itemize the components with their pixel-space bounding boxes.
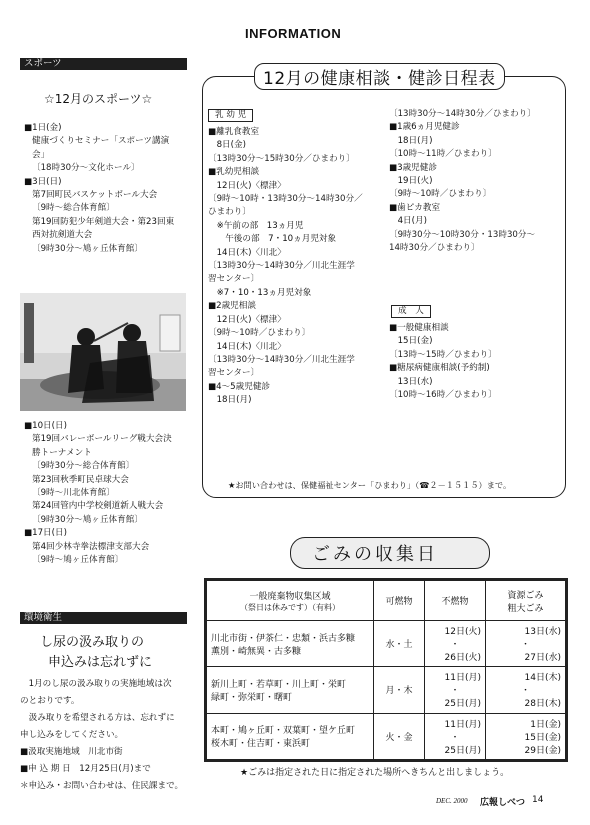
date: 11日(月): [444, 673, 481, 684]
env-body: [20, 676, 183, 795]
area-line: 桜木町・住吉町・東浜町: [211, 739, 311, 750]
health-line: 14時30分／ひまわり〕: [389, 243, 480, 254]
health-line: 〔9時30分～10時30分・13時30分～: [389, 229, 536, 240]
sports-line: 第19回防犯少年剣道大会・第23回東: [32, 216, 175, 227]
sports-line: 第24回管内中学校剣道新人戦大会: [32, 501, 164, 512]
health-line: ひまわり〕: [208, 207, 251, 218]
gomi-table: [206, 580, 566, 760]
header-nonburn: 不燃物: [425, 581, 486, 621]
date: 12日(火): [444, 627, 481, 638]
date: 13日(水): [524, 627, 561, 638]
page-header-title: INFORMATION: [245, 26, 342, 41]
health-title: 12月の健康相談・健診日程表: [254, 63, 505, 90]
health-line: 14日(木)〈川北〉: [208, 247, 286, 258]
health-line: ■1歳6ヵ月児健診: [389, 122, 460, 133]
sports-line: 第4回少林寺拳法標津支部大会: [32, 541, 150, 552]
health-line: ■歯ピカ教室: [389, 202, 441, 213]
sports-line: ■10日(日): [24, 421, 67, 431]
health-line: 〔10時～16時／ひまわり〕: [389, 390, 497, 401]
dot: ・: [450, 732, 460, 743]
health-line: 〔13時～15時／ひまわり〕: [389, 349, 497, 360]
sports-line: 会」: [32, 149, 50, 160]
sports-schedule-b: [24, 420, 172, 567]
health-line: ■一般健康相談: [389, 323, 449, 333]
gomi-title: ごみの収集日: [312, 544, 438, 565]
health-line: 12日(火)〈標津〉: [208, 180, 286, 191]
dot: ・: [520, 686, 530, 697]
area-line: 本町・鳩ヶ丘町・双葉町・望ケ丘町: [211, 726, 356, 737]
health-line: 4日(月): [389, 216, 427, 227]
date: 26日(火): [444, 653, 481, 664]
sports-line: 第23回秋季町民卓球大会: [32, 474, 129, 485]
area-cell: [207, 667, 374, 713]
dot: ・: [450, 686, 460, 697]
sports-title: ☆12月のスポーツ☆: [44, 92, 153, 106]
env-line: 申し込みをしてください。: [20, 730, 124, 740]
env-line: 汲み取りを希望される方は、忘れずに: [20, 713, 175, 723]
health-line: 〔13時30分～15時30分／ひまわり〕: [208, 153, 355, 164]
gomi-header-row: [207, 581, 566, 621]
health-line: 18日(月): [208, 395, 252, 406]
health-line: ■4～5歳児健診: [208, 381, 271, 392]
page-number: 14: [532, 795, 544, 805]
sports-line: 〔9時30分～鳩ヶ丘体育館〕: [32, 514, 143, 525]
header-burn: 可燃物: [374, 581, 425, 621]
health-line: 午後の部 7・10ヵ月児対象: [208, 234, 337, 245]
resource-cell: [486, 667, 566, 713]
health-line: ■3歳児健診: [389, 162, 437, 173]
health-line: 15日(金): [389, 336, 433, 347]
health-line: ※7・10・13ヵ月児対象: [208, 287, 312, 298]
header-area-1: 一般廃棄物収集区域: [249, 591, 331, 602]
health-contact: ★お問い合わせは、保健福祉センター「ひまわり」（☎２－１５１５）まで。: [228, 480, 512, 490]
sports-schedule-a: [24, 122, 174, 256]
header-area-2: （祭日は休みです）（有料）: [240, 602, 340, 612]
nonburn-cell: [425, 621, 486, 667]
health-line: 12日(火)〈標津〉: [208, 314, 286, 325]
sports-line: 健康づくりセミナー「スポーツ講演: [32, 136, 170, 147]
health-line: 習センター〕: [208, 274, 260, 285]
date: 25日(月): [444, 699, 481, 710]
table-row: [207, 713, 566, 759]
health-line: ■2歳児相談: [208, 301, 256, 312]
footer-magazine: 広報しべつ: [480, 798, 526, 808]
health-line: ※午前の部 13ヵ月児: [208, 220, 304, 231]
header-res-1: 資源ごみ: [507, 590, 544, 601]
infant-tag: 乳 幼 児: [208, 109, 253, 122]
health-line: ■離乳食教室: [208, 127, 260, 137]
env-line: 1月のし尿の汲み取りの実施地域は次: [20, 679, 172, 689]
health-line: 〔13時30分～14時30分／川北生涯学: [208, 354, 355, 365]
nonburn-cell: [425, 713, 486, 759]
health-line: 〔9時～10時／ひまわり〕: [208, 328, 311, 339]
health-line: 〔9時～10時／ひまわり〕: [389, 189, 492, 200]
date: 28日(木): [524, 699, 561, 710]
sports-line: 第19回バレーボールリーグ戦大会決: [32, 434, 172, 445]
sports-line: 〔9時30分～総合体育館〕: [32, 461, 135, 472]
sports-line: 〔9時～鳩ヶ丘体育館〕: [32, 555, 124, 566]
health-line: 〔13時30分～14時30分／ひまわり〕: [389, 109, 536, 119]
adult-tag: 成 人: [391, 305, 431, 318]
health-col2a: [389, 108, 536, 255]
gomi-note: ★ごみは指定された日に指定された場所へきちんと出しましょう。: [240, 768, 510, 778]
burn-cell: 月・木: [374, 667, 425, 713]
header-res-2: 粗大ごみ: [507, 603, 544, 614]
health-line: 13日(水): [389, 376, 433, 387]
health-line: 〔10時～11時／ひまわり〕: [389, 149, 497, 160]
health-col1: [208, 126, 363, 408]
gomi-table-frame: [204, 578, 568, 762]
health-line: 〔13時30分～14時30分／川北生涯学: [208, 261, 355, 272]
sports-line: 〔9時～川北体育館〕: [32, 488, 115, 499]
health-line: ■乳幼児相談: [208, 167, 260, 178]
nonburn-cell: [425, 667, 486, 713]
health-line: 〔9時～10時・13時30分～14時30分／: [208, 194, 363, 205]
env-title-2: 申込みは忘れずに: [48, 655, 153, 670]
env-line: ■汲取実施地域 川北市街: [20, 747, 123, 757]
env-line: ■申 込 期 日 12月25日(月)まで: [20, 764, 151, 774]
date: 11日(月): [444, 719, 481, 730]
health-line: 14日(木)〈川北〉: [208, 341, 286, 352]
sports-line: 〔9時30分～鳩ヶ丘体育館〕: [32, 243, 143, 254]
sports-line: ■3日(日): [24, 176, 62, 187]
dot: ・: [450, 640, 460, 651]
env-title-1: し尿の汲み取りの: [40, 635, 145, 650]
kendo-photo: [20, 293, 186, 411]
table-row: [207, 667, 566, 713]
date: 14日(木): [524, 673, 561, 684]
sports-line: 〔9時～総合体育館〕: [32, 203, 115, 214]
sports-line: ■1日(金): [24, 123, 62, 133]
date: 27日(水): [524, 653, 561, 664]
burn-cell: 火・金: [374, 713, 425, 759]
date: 29日(金): [524, 745, 561, 756]
health-line: 18日(月): [389, 135, 433, 146]
sports-line: 勝トーナメント: [32, 447, 92, 458]
env-section-bar: 環境衛生: [20, 612, 187, 624]
env-line: ＊申込み・お問い合わせは、住民課まで。: [20, 781, 184, 791]
date: 15日(金): [524, 732, 561, 743]
sports-line: 第7回町民バスケットボール大会: [32, 190, 158, 201]
footer-date: DEC. 2000: [436, 797, 468, 805]
header-resource: [486, 581, 566, 621]
health-line: 19日(火): [389, 176, 433, 187]
table-row: [207, 621, 566, 667]
sports-line: ■17日(日): [24, 528, 67, 539]
area-line: 緑町・弥栄町・曙町: [211, 692, 293, 703]
area-line: 新川上町・若草町・川上町・栄町: [211, 679, 347, 690]
burn-cell: 水・土: [374, 621, 425, 667]
date: 25日(月): [444, 745, 481, 756]
health-line: ■糖尿病健康相談(予約制): [389, 363, 490, 374]
dot: ・: [520, 640, 530, 651]
resource-cell: [486, 713, 566, 759]
area-cell: [207, 713, 374, 759]
resource-cell: [486, 621, 566, 667]
area-line: 川北市街・伊茶仁・忠類・浜古多糠: [211, 633, 356, 644]
health-line: 習センター〕: [208, 368, 260, 379]
sports-line: 西対抗剣道大会: [32, 230, 93, 241]
sports-line: 〔18時30分～文化ホール〕: [32, 163, 140, 174]
area-line: 薫別・崎無異・古多糠: [211, 646, 302, 657]
health-line: 8日(金): [208, 140, 246, 151]
sports-section-bar: スポーツ: [20, 58, 187, 70]
header-area: [207, 581, 374, 621]
env-line: のとおりです。: [20, 696, 80, 706]
health-col2b: [389, 322, 497, 402]
date: 1日(金): [530, 719, 561, 730]
area-cell: [207, 621, 374, 667]
